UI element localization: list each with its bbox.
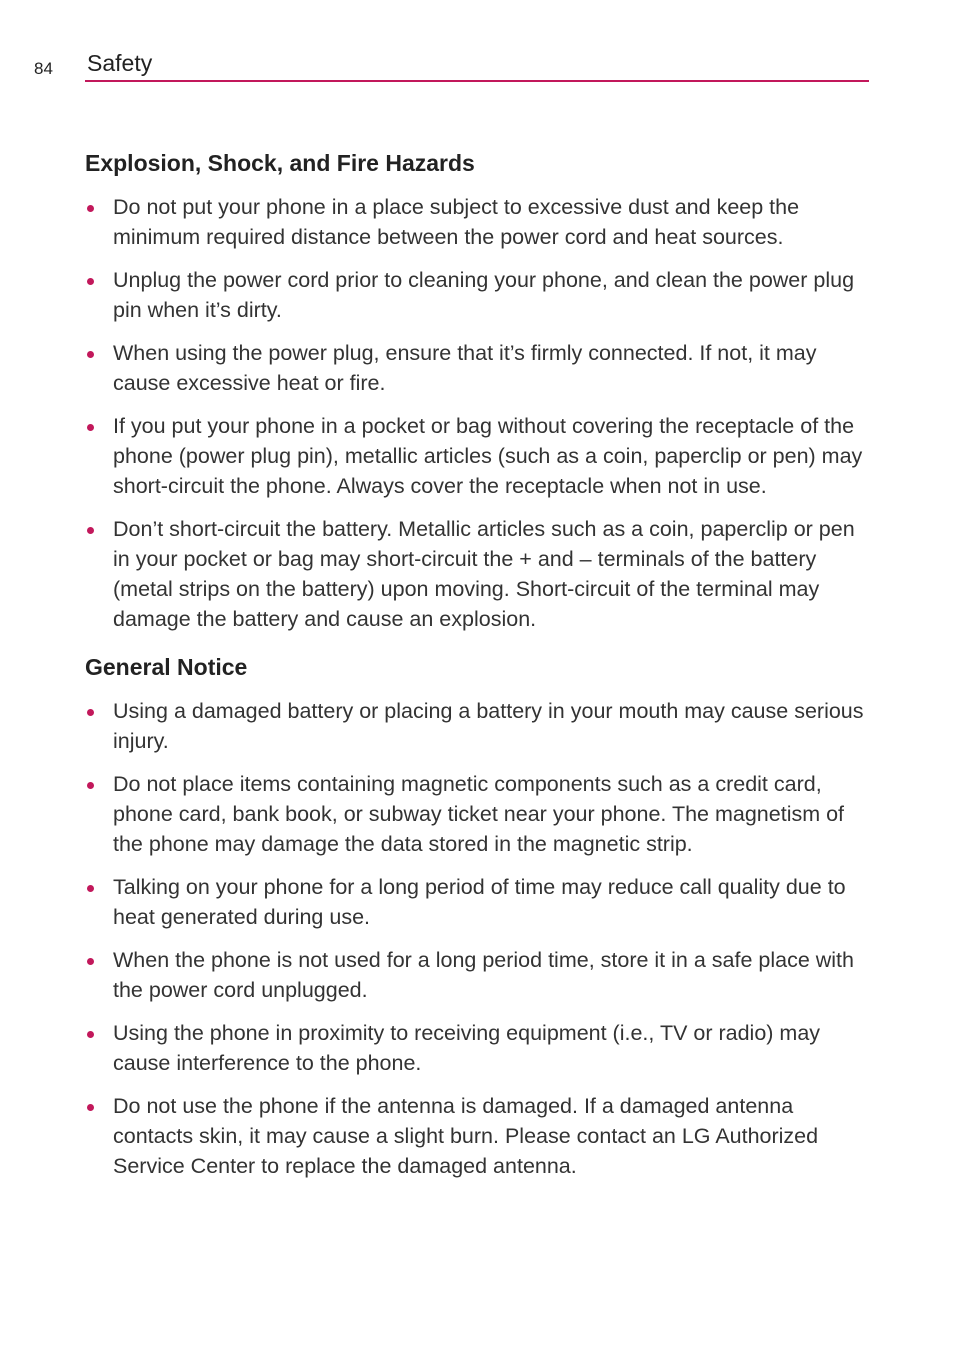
list-item-text: Do not put your phone in a place subject to excessive dust and keep the minimum required distance between the power cord and heat sources. — [113, 195, 800, 249]
page-number: 84 — [34, 59, 53, 78]
section-general-notice — [85, 652, 875, 1181]
list-item — [85, 1091, 875, 1181]
bullet-icon — [87, 527, 94, 534]
list-item — [85, 872, 875, 932]
bullet-icon — [87, 205, 94, 212]
bullet-icon — [87, 782, 94, 789]
list-item-text: When using the power plug, ensure that it’s firmly connected. If not, it may cause excessive heat or fire. — [113, 341, 817, 395]
list-item — [85, 769, 875, 859]
list-item — [85, 192, 875, 252]
page-content — [85, 148, 875, 1194]
list-item-text: Talking on your phone for a long period of time may reduce call quality due to heat generated during use. — [113, 875, 846, 929]
list-item — [85, 411, 875, 501]
list-item — [85, 338, 875, 398]
list-item-text: Don’t short-circuit the battery. Metallic articles such as a coin, paperclip or pen in your pocket or bag may short-circuit the + and – terminals of the battery (metal strips on the battery) upon moving. Short-circuit of the terminal may damage the battery and cause an explosion. — [113, 517, 855, 631]
bullet-icon — [87, 1104, 94, 1111]
header-divider — [85, 80, 869, 82]
list-item — [85, 265, 875, 325]
bullet-icon — [87, 1031, 94, 1038]
bullet-icon — [87, 958, 94, 965]
list-item — [85, 945, 875, 1005]
bullet-icon — [87, 424, 94, 431]
list-item — [85, 1018, 875, 1078]
bullet-icon — [87, 709, 94, 716]
bullet-icon — [87, 278, 94, 285]
list-item-text: When the phone is not used for a long period time, store it in a safe place with the power cord unplugged. — [113, 948, 854, 1002]
list-item-text: Using a damaged battery or placing a battery in your mouth may cause serious injury. — [113, 699, 864, 753]
bullet-list — [85, 192, 875, 634]
list-item — [85, 696, 875, 756]
list-item-text: If you put your phone in a pocket or bag without covering the receptacle of the phone (power plug pin), metallic articles (such as a coin, paperclip or pen) may short-circuit the phone. Always cover the receptacle when not in use. — [113, 414, 863, 498]
list-item — [85, 514, 875, 634]
section-heading: Explosion, Shock, and Fire Hazards — [85, 150, 475, 176]
list-item-text: Do not place items containing magnetic components such as a credit card, phone card, bank book, or subway ticket near your phone. The magnetism of the phone may damage the data stored in the magnetic strip. — [113, 772, 845, 856]
section-heading: General Notice — [85, 654, 248, 680]
section-explosion-hazards — [85, 148, 875, 634]
list-item-text: Do not use the phone if the antenna is damaged. If a damaged antenna contacts skin, it may cause a slight burn. Please contact an LG Authorized Service Center to replace the damaged antenna. — [113, 1094, 819, 1178]
page-title: Safety — [87, 50, 153, 76]
bullet-icon — [87, 885, 94, 892]
list-item-text: Unplug the power cord prior to cleaning your phone, and clean the power plug pin when it’s dirty. — [113, 268, 855, 322]
bullet-list — [85, 696, 875, 1181]
bullet-icon — [87, 351, 94, 358]
list-item-text: Using the phone in proximity to receiving equipment (i.e., TV or radio) may cause interference to the phone. — [113, 1021, 821, 1075]
